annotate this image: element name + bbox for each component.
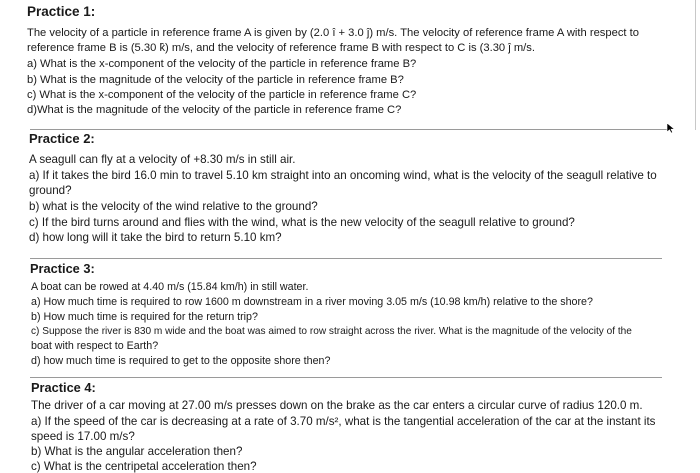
practice-1-line: c) What is the x-component of the velocity of the particle in reference frame C? bbox=[27, 89, 417, 101]
practice-2-line: d) how long will it take the bird to return 5.10 km? bbox=[29, 231, 282, 244]
practice-3-line: d) how much time is required to get to the opposite shore then? bbox=[31, 355, 331, 367]
page-edge bbox=[695, 0, 696, 130]
practice-2-line: A seagull can fly at a velocity of +8.30 m/s in still air. bbox=[29, 153, 296, 166]
practice-1-line: reference frame B is (5.30 k̂) m/s, and the velocity of reference frame B with respect to C is (3.30 ĵ m/s. bbox=[27, 42, 535, 54]
practice-4-line: c) What is the centripetal acceleration then? bbox=[31, 460, 257, 473]
practice-4-line: The driver of a car moving at 27.00 m/s presses down on the brake as the car enters a circular curve of radius 120.0 m. bbox=[31, 399, 643, 412]
practice-3-line: boat with respect to Earth? bbox=[31, 340, 159, 352]
practice-3-line: b) How much time is required for the return trip? bbox=[31, 311, 258, 323]
practice-2-line: a) If it takes the bird 16.0 min to travel 5.10 km straight into an oncoming wind, what is the velocity of the seagull relative to bbox=[29, 169, 657, 182]
practice-1-line: d)What is the magnitude of the velocity of the particle in reference frame C? bbox=[27, 104, 402, 116]
practice-4-line: speed is 17.00 m/s? bbox=[31, 430, 135, 443]
practice-3-line: a) How much time is required to row 1600 m downstream in a river moving 3.05 m/s (10.98 km/h) relative to the shore? bbox=[31, 296, 593, 308]
practice-3-line: c) Suppose the river is 830 m wide and the boat was aimed to row straight across the river. What is the magnitude of the velocity of the bbox=[31, 326, 632, 337]
practice-2-line: b) what is the velocity of the wind relative to the ground? bbox=[29, 200, 318, 213]
mouse-cursor-icon bbox=[666, 122, 676, 134]
practice-1-title: Practice 1: bbox=[27, 4, 96, 19]
practice-2-title: Practice 2: bbox=[29, 131, 95, 146]
practice-4-line: b) What is the angular acceleration then? bbox=[31, 445, 243, 458]
practice-4-title: Practice 4: bbox=[31, 380, 96, 395]
practice-3-title: Practice 3: bbox=[30, 261, 95, 276]
practice-1-line: The velocity of a particle in reference frame A is given by (2.0 î + 3.0 ĵ) m/s. The velocity of reference frame A with respect to bbox=[27, 27, 639, 39]
divider-3 bbox=[30, 377, 662, 378]
practice-1-line: b) What is the magnitude of the velocity of the particle in reference frame B? bbox=[27, 74, 404, 86]
divider-1 bbox=[30, 129, 670, 130]
practice-2-line: c) If the bird turns around and flies with the wind, what is the new velocity of the seagull relative to ground? bbox=[29, 216, 575, 229]
practice-1-line: a) What is the x-component of the velocity of the particle in reference frame B? bbox=[27, 58, 417, 70]
divider-2 bbox=[30, 258, 662, 259]
practice-2-line: ground? bbox=[29, 184, 72, 197]
practice-4-line: a) If the speed of the car is decreasing at a rate of 3.70 m/s², what is the tangential acceleration of the car at the instant its bbox=[31, 415, 656, 428]
practice-3-line: A boat can be rowed at 4.40 m/s (15.84 km/h) in still water. bbox=[31, 281, 309, 293]
